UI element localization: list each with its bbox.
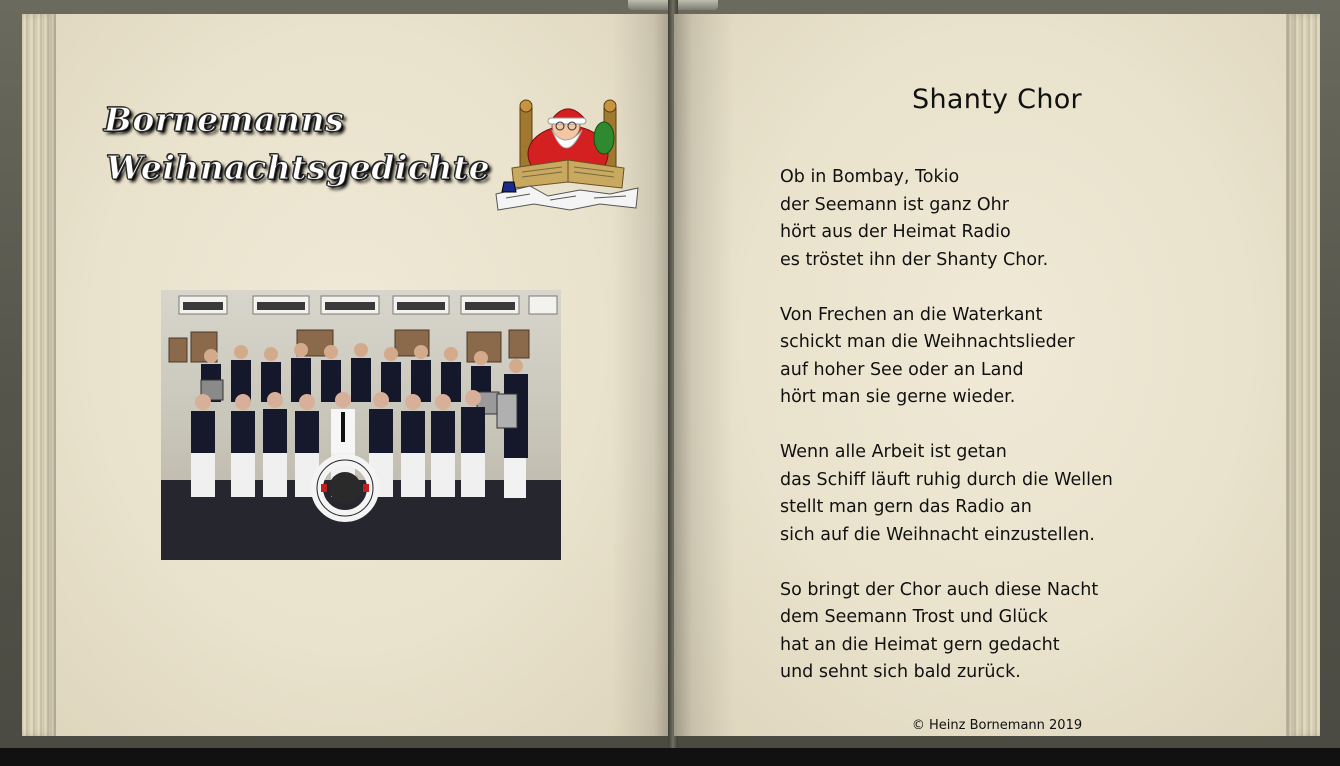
poem-body	[780, 164, 1280, 714]
poem-stanza-1	[780, 164, 1280, 274]
poem-line: Wenn alle Arbeit ist getan	[780, 442, 1007, 462]
poem-line: der Seemann ist ganz Ohr	[780, 194, 1009, 215]
poem-title: Shanty Chor	[912, 84, 1082, 115]
santa-logo	[490, 96, 642, 214]
poem-line: stellt man gern das Radio an	[780, 497, 1032, 517]
right-page-edges	[1286, 14, 1320, 736]
choir-group-photo	[161, 290, 561, 560]
site-title-line-2: Weihnachtsgedichte	[106, 148, 491, 187]
poem-line: Von Frechen an die Waterkant	[780, 304, 1043, 325]
site-title[interactable]	[104, 96, 504, 192]
poem-line: schickt man die Weihnachtslieder	[780, 332, 1075, 352]
poem-stanza-3	[780, 439, 1280, 549]
poem-line: hört man sie gerne wieder.	[780, 387, 1016, 407]
site-title-line-1: Bornemanns	[104, 100, 345, 139]
poem-line: es tröstet ihn der Shanty Chor.	[780, 249, 1049, 270]
poem-line: und sehnt sich bald zurück.	[780, 662, 1021, 682]
poem-line: dem Seemann Trost und Glück	[780, 607, 1048, 627]
copyright-notice: © Heinz Bornemann 2019	[911, 718, 1083, 733]
poem-line: sich auf die Weihnacht einzustellen.	[780, 524, 1095, 545]
poem-line: So bringt der Chor auch diese Nacht	[780, 579, 1099, 600]
left-page-edges	[22, 14, 56, 736]
poem-stanza-2	[780, 302, 1280, 412]
choir-photo-image	[161, 290, 561, 560]
poem-line: das Schiff läuft ruhig durch die Wellen	[780, 469, 1113, 490]
santa-reading-book-icon	[490, 96, 642, 214]
poem-line: auf hoher See oder an Land	[780, 359, 1024, 380]
poem-stanza-4	[780, 577, 1280, 687]
right-page	[674, 14, 1320, 736]
poem-line: hört aus der Heimat Radio	[780, 222, 1011, 242]
book-bottom-shadow	[0, 748, 1340, 766]
poem-line: hat an die Heimat gern gedacht	[780, 634, 1060, 655]
poem-line: Ob in Bombay, Tokio	[780, 167, 960, 187]
